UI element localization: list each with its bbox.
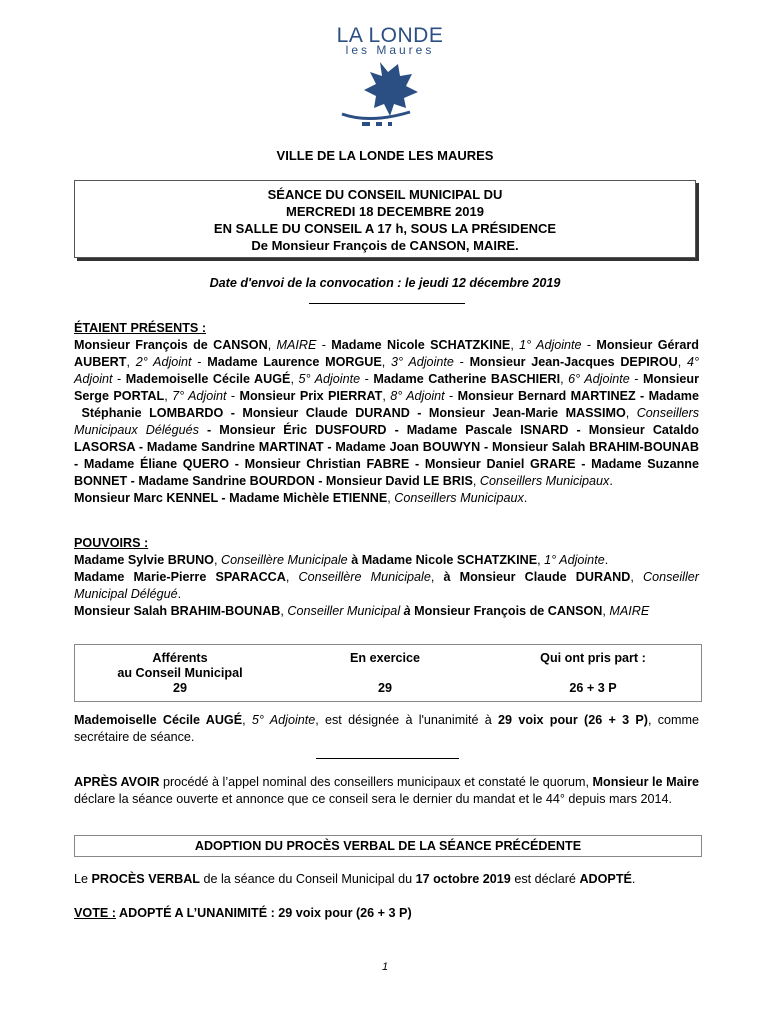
logo-title: LA LONDE <box>336 24 444 47</box>
exercice-value: 29 <box>377 681 392 695</box>
convocation-date: Date d'envoi de la convocation : le jeudi 12 décembre 2019 <box>209 276 561 290</box>
presents-section <box>74 320 699 507</box>
pouvoir-3: Monsieur Salah BRAHIM-BOUNAB, Conseiller Municipal à Monsieur François de CANSON, MAIRE <box>74 604 650 618</box>
page-number: 1 <box>381 961 389 973</box>
quorum-paragraph: APRÈS AVOIR procédé à l’appel nominal des conseillers municipaux et constaté le quorum, Monsieur le Maire déclare la séance ouverte et annonce que ce conseil sera le dernier du mandat et le 44° depuis mars 2014. <box>74 775 699 806</box>
col-exercice <box>285 645 485 701</box>
vote-count-table <box>74 644 702 702</box>
col-afferents <box>75 645 285 701</box>
session-box <box>74 180 696 258</box>
pris-part-value: 26 + 3 P <box>569 681 617 695</box>
session-line-4: De Monsieur François de CANSON, MAIRE. <box>251 238 519 253</box>
col-pris-part <box>485 645 701 701</box>
pouvoir-2: Madame Marie-Pierre SPARACCA, Conseillère Municipale, à Monsieur Claude DURAND, Conseiller Municipal Délégué. <box>74 570 699 601</box>
session-line-3: EN SALLE DU CONSEIL A 17 h, SOUS LA PRÉSIDENCE <box>213 221 557 236</box>
pv-paragraph: Le PROCÈS VERBAL de la séance du Conseil Municipal du 17 octobre 2019 est déclaré ADOPTÉ. <box>74 872 636 886</box>
session-line-1: SÉANCE DU CONSEIL MUNICIPAL DU <box>267 187 503 202</box>
session-line-2: MERCREDI 18 DECEMBRE 2019 <box>286 204 484 219</box>
afferents-header-2: au Conseil Municipal <box>117 666 243 680</box>
divider <box>309 303 465 304</box>
secretary-paragraph: Mademoiselle Cécile AUGÉ, 5° Adjointe, est désignée à l'unanimité à 29 voix pour (26 + 3 P), comme secrétaire de séance. <box>74 713 699 744</box>
vote-text: ADOPTÉ A L’UNANIMITÉ : 29 voix pour (26 + 3 P) <box>115 906 412 920</box>
pouvoir-1: Madame Sylvie BRUNO, Conseillère Municipale à Madame Nicole SCHATZKINE, 1° Adjointe. <box>74 553 609 567</box>
maple-leaf-waves-icon <box>340 58 440 130</box>
logo-subtitle: les Maures <box>345 43 435 57</box>
pris-part-header: Qui ont pris part : <box>540 651 646 665</box>
city-title: VILLE DE LA LONDE LES MAURES <box>276 148 494 163</box>
pouvoirs-section <box>74 535 699 620</box>
presents-text: Monsieur François de CANSON, MAIRE - Madame Nicole SCHATZKINE, 1° Adjointe - Monsieur Gérard AUBERT, 2° Adjoint - Madame Laurence MORGUE, 3° Adjointe - Monsieur Jean-Jacques DEPIROU, 4° Adjoint - Mademoiselle Cécile AUGÉ, 5° Adjointe - Madame Catherine BASCHIERI, 6° Adjointe - Monsieur Serge PORTAL, 7° Adjoint - Monsieur Prix PIERRAT, 8° Adjoint - Monsieur Bernard MARTINEZ - Madame Stéphanie LOMBARDO - Monsieur Claude DURAND - Monsieur Jean-Marie MASSIMO, Conseillers Municipaux Délégués - Monsieur Éric DUSFOURD - Madame Pascale ISNARD - Monsieur Cataldo LASORSA - Madame Sandrine MARTINAT - Madame Joan BOUWYN - Monsieur Salah BRAHIM-BOUNAB - Madame Éliane QUERO - Monsieur Christian FABRE - Monsieur Daniel GRARE - Madame Suzanne BONNET - Madame Sandrine BOURDON - Monsieur David LE BRIS, Conseillers Municipaux. <box>74 338 700 488</box>
presents-heading: ÉTAIENT PRÉSENTS : <box>74 321 207 335</box>
exercice-header: En exercice <box>349 651 421 665</box>
pouvoirs-heading: POUVOIRS : <box>74 536 149 550</box>
vote-label: VOTE : <box>74 906 116 920</box>
afferents-value: 29 <box>172 681 187 695</box>
adoption-heading: ADOPTION DU PROCÈS VERBAL DE LA SÉANCE PRÉCÉDENTE <box>74 835 702 857</box>
presents-text-2: Monsieur Marc KENNEL - Madame Michèle ETIENNE, Conseillers Municipaux. <box>74 491 528 505</box>
vote-line <box>74 905 699 922</box>
divider <box>316 758 459 759</box>
afferents-header: Afférents <box>152 651 208 665</box>
city-logo <box>334 26 446 132</box>
